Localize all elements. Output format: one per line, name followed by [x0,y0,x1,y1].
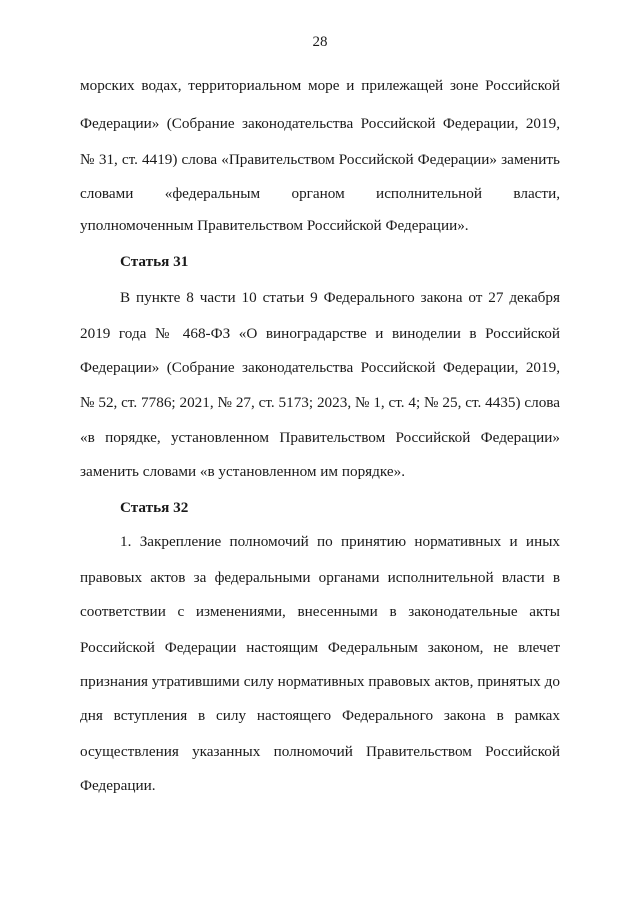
article-32-heading: Статья 32 [120,499,189,516]
paragraph-line: Российской Федерации настоящим Федеральным законом, не влечет [80,639,560,656]
paragraph-line: № 31, ст. 4419) слова «Правительством Российской Федерации» заменить [80,151,560,168]
paragraph-line: правовых актов за федеральными органами исполнительной власти в [80,569,560,586]
paragraph-line: Федерации» (Собрание законодательства Российской Федерации, 2019, [80,115,560,132]
paragraph-line: признания утратившими силу нормативных правовых актов, принятых до [80,673,560,690]
paragraph-line: уполномоченным Правительством Российской Федерации». [80,217,469,234]
paragraph-line: дня вступления в силу настоящего Федерального закона в рамках [80,707,560,724]
paragraph-line: соответствии с изменениями, внесенными в законодательные акты [80,603,560,620]
paragraph-line: № 52, ст. 7786; 2021, № 27, ст. 5173; 2023, № 1, ст. 4; № 25, ст. 4435) слова [80,394,560,411]
paragraph-line: В пункте 8 части 10 статьи 9 Федерального закона от 27 декабря [120,289,560,306]
page-number: 28 [312,34,328,50]
article-31-heading: Статья 31 [120,253,189,270]
paragraph-line: заменить словами «в установленном им порядке». [80,463,406,480]
paragraph-line: 2019 года № 468-ФЗ «О виноградарстве и виноделии в Российской [80,325,560,342]
paragraph-line: Федерации» (Собрание законодательства Российской Федерации, 2019, [80,359,560,376]
paragraph-line: морских водах, территориальном море и прилежащей зоне Российской [80,77,560,94]
paragraph-line: словами «федеральным органом исполнительной власти, [80,185,560,202]
paragraph-line: «в порядке, установленном Правительством Российской Федерации» [80,429,560,446]
paragraph-line: 1. Закрепление полномочий по принятию нормативных и иных [120,533,560,550]
paragraph-line: осуществления указанных полномочий Правительством Российской [80,743,560,760]
paragraph-line: Федерации. [80,777,156,794]
